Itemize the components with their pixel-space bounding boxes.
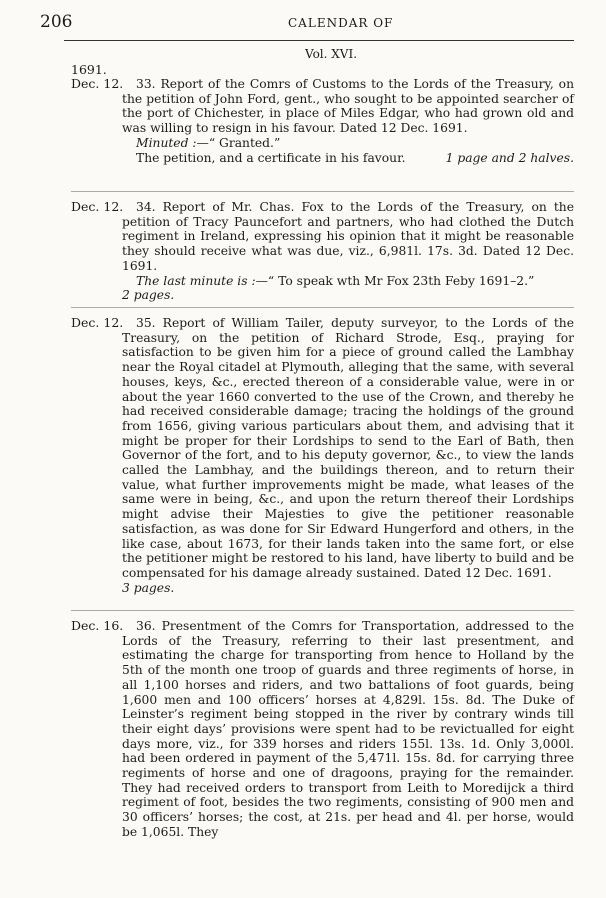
entry-divider [71, 191, 574, 192]
entry-extent: 2 pages. [122, 288, 175, 303]
entry-text: 35. Report of William Tailer, deputy surveyor, to the Lords of the Treasury, on the petition of Richard Strode, Esq., praying for satisfaction to be given him for a piece of ground called the Lambhay near the Royal citadel at Plymouth, alleging that the same, with several houses, keys, &c., erected thereon of a considerable value, were in or about the year 1660 converted to the use of the Crown, and thereby he had received considerable damage; tracing the holdings of the ground from 1656, giving various particulars about them, and advising that it might be proper for their Lordships to send to the Earl of Bath, then Governor of the fort, and to his deputy governor, &c., to view the lands called the Lambhay, and the buildings thereon, and to return their value, what further improvements might be made, what leases of the same were in being, &c., and upon the return thereof their Lordships might advise their Majesties to give the petitioner reasonable satisfaction, as was done for Sir Edward Hungerford and others, in the like case, about 1673, for their lands taken into the same fort, or else the petitioner might be restored to his land, have liberty to build and be compensated for his damage already sustained. Dated 12 Dec. 1691. [122, 316, 574, 580]
minute-text: “ To speak wth Mr Fox 23th Feby 1691–2.” [267, 273, 535, 288]
entry-minute [122, 274, 574, 289]
minute-label: Minuted :— [136, 135, 209, 150]
entry-extent: 1 page and 2 halves. [445, 150, 574, 165]
entry-date: Dec. 12. [71, 199, 124, 214]
entry-extent: 3 pages. [122, 580, 175, 595]
minute-text: “ Granted.” [208, 135, 281, 150]
entry-minute [122, 136, 574, 151]
entry-body [122, 619, 574, 840]
entry-trailer [122, 151, 574, 166]
entry-date: Dec. 12. [71, 315, 124, 330]
entry-divider [71, 307, 574, 308]
entry-divider [71, 610, 574, 611]
entry-text: 33. Report of the Comrs of Customs to the Lords of the Treasury, on the petition of John Ford, gent., who sought to be appointed searcher of the port of Chichester, in place of Miles Edgar, who had grown old and was willing to resign in his favour. Dated 12 Dec. 1691. [122, 77, 574, 136]
running-title: CALENDAR OF [288, 16, 394, 30]
trailer-text: The petition, and a certificate in his favour. [136, 150, 406, 165]
entry-body [122, 316, 574, 595]
header-rule [64, 40, 574, 41]
entry-text: 36. Presentment of the Comrs for Transportation, addressed to the Lords of the Treasury, referring to their last presentment, and estimating the charge for transporting from hence to Holland by the 5th of the month one troop of guards and three regiments of horse, in all 1,100 horses and riders, and two battalions of foot guards, being 1,600 men and 100 officers’ horses at 4,829l. 15s. 8d. The Duke of Leinster’s regiment being stopped in the river by contrary winds till their eight days’ provisions were spent had to be revictualled for eight days more, viz., for 339 horses and riders 155l. 13s. 1d. Only 3,000l. had been ordered in payment of the 5,471l. 15s. 8d. for carrying three regiments of horse and one of dragoons, praying for the remainder. They had received orders to transport from Leith to Moredijck a third regiment of foot, besides the two regiments, consisting of 900 men and 30 officers’ horses; the cost, at 21s. per head and 4l. per horse, would be 1,065l. They [122, 619, 574, 839]
entry-date: Dec. 12. [71, 76, 124, 91]
page-number: 206 [40, 12, 73, 32]
volume-label: Vol. XVI. [305, 47, 358, 61]
minute-label: The last minute is :— [136, 273, 268, 288]
entry-body [122, 77, 574, 165]
entry-text: 34. Report of Mr. Chas. Fox to the Lords of the Treasury, on the petition of Tracy Pauncefort and partners, who had clothed the Dutch regiment in Ireland, expressing his opinion that it might be reasonable they should receive what was due, viz., 6,981l. 17s. 3d. Dated 12 Dec. 1691. [122, 200, 574, 273]
year-marker: 1691. [71, 62, 107, 77]
entry-body [122, 200, 574, 303]
entry-date: Dec. 16. [71, 618, 124, 633]
